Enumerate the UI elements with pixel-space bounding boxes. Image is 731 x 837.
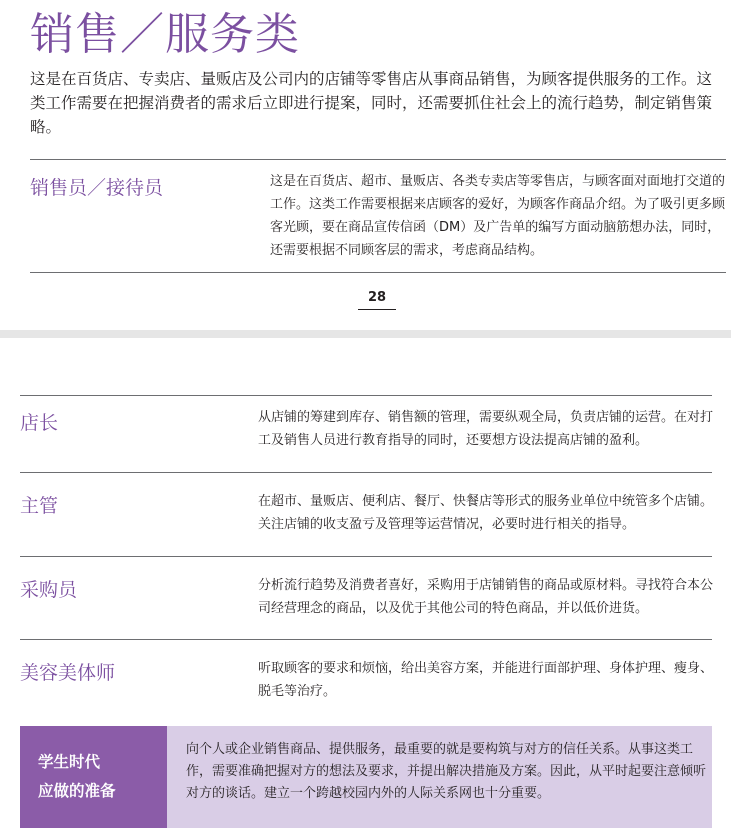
- page-number: 28: [367, 290, 387, 305]
- page-separator: [0, 330, 731, 338]
- section-title-store-manager: 店长: [20, 412, 59, 434]
- page-number-underline: [358, 309, 396, 310]
- section-divider: [20, 556, 712, 557]
- student-tip-label-line2: 应做的准备: [38, 782, 116, 800]
- section-desc-supervisor: 在超市、量贩店、便利店、餐厅、快餐店等形式的服务业单位中统管多个店铺。关注店铺的收支盈亏及管理等运营情况，必要时进行相关的指导。: [258, 494, 714, 532]
- section-desc-store-manager: 从店铺的筹建到库存、销售额的管理，需要纵观全局，负责店铺的运营。在对打工及销售人员进行教育指导的同时，还要想方设法提高店铺的盈利。: [258, 410, 714, 448]
- section-divider: [30, 272, 726, 273]
- student-tip-label-line1: 学生时代: [38, 753, 101, 771]
- student-tip-box: [20, 726, 712, 828]
- section-divider: [20, 472, 712, 473]
- section-title-beautician: 美容美体师: [20, 662, 116, 684]
- student-tip-text: 向个人或企业销售商品、提供服务，最重要的就是要构筑与对方的信任关系。从事这类工作，需要准确把握对方的想法及要求，并提出解决措施及方案。因此，从平时起要注意倾听对方的谈话。建立一个跨越校园内外的人际关系网也十分重要。: [186, 742, 707, 801]
- section-desc-sales-staff: 这是在百货店、超市、量贩店、各类专卖店等零售店，与顾客面对面地打交道的工作。这类工作需要根据来店顾客的爱好，为顾客作商品介绍。为了吸引更多顾客光顾，要在商品宣传信函（DM）及广告单的编写方面动脑筋想办法，同时，还需要根据不同顾客层的需求，考虑商品结构。: [270, 174, 726, 258]
- section-desc-buyer: 分析流行趋势及消费者喜好，采购用于店铺销售的商品或原材料。寻找符合本公司经营理念的商品，以及优于其他公司的特色商品，并以低价进货。: [258, 578, 714, 616]
- page-title: 销售／服务类: [30, 9, 300, 60]
- section-divider: [20, 639, 712, 640]
- intro-paragraph: 这是在百货店、专卖店、量贩店及公司内的店铺等零售店从事商品销售，为顾客提供服务的工作。这类工作需要在把握消费者的需求后立即进行提案，同时，还需要抓住社会上的流行趋势，制定销售策略。: [30, 70, 713, 136]
- section-title-buyer: 采购员: [20, 579, 78, 601]
- section-title-supervisor: 主管: [20, 495, 59, 517]
- section-title-sales-staff: 销售员／接待员: [30, 177, 164, 199]
- section-divider: [30, 159, 726, 160]
- student-tip-label: [20, 726, 167, 828]
- top-page: [0, 0, 731, 330]
- section-divider: [20, 395, 712, 396]
- section-desc-beautician: 听取顾客的要求和烦恼，给出美容方案，并能进行面部护理、身体护理、瘦身、脱毛等治疗。: [258, 661, 714, 699]
